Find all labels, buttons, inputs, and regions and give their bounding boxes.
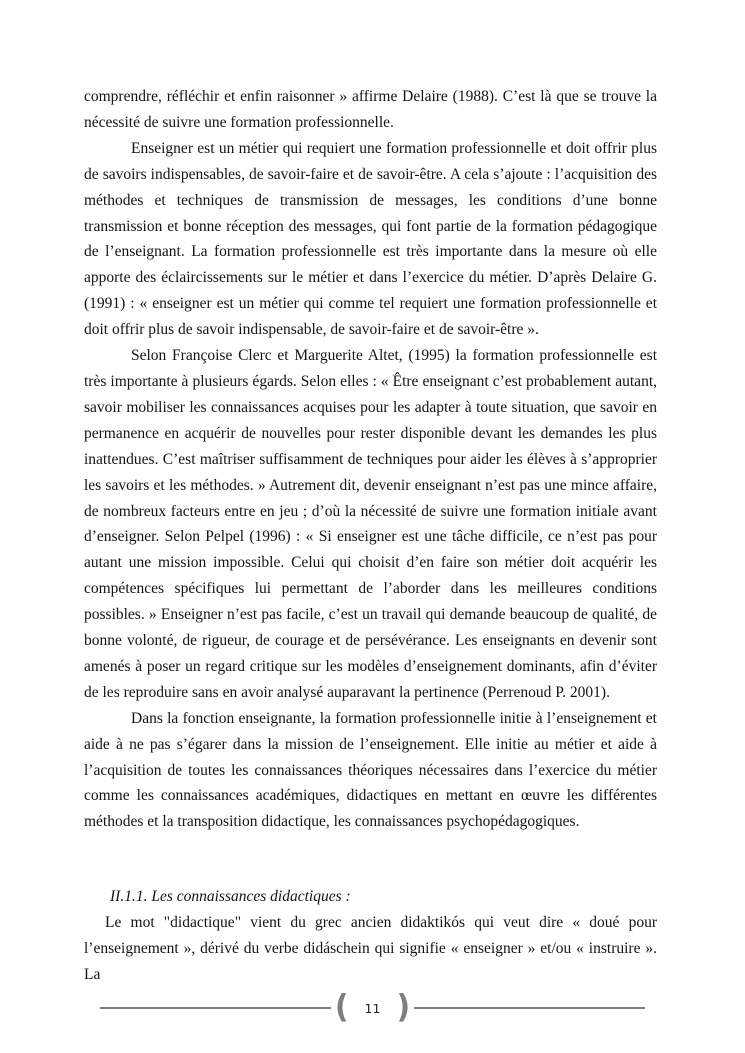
left-bracket-glyph: (: [334, 988, 349, 1027]
paragraph-continuation: comprendre, réfléchir et enfin raisonner » affirme Delaire (1988). C’est là que se trouve la nécessité de suivre une formation professionnelle.: [84, 88, 657, 131]
right-bracket-glyph: ): [396, 988, 411, 1027]
footer-rule-right: [414, 1007, 645, 1009]
paragraph-clerc-altet: Selon Françoise Clerc et Marguerite Altet, (1995) la formation professionnelle est très importante à plusieurs égards. Selon elles : « Être enseignant c’est probablement autant, savoir mobiliser les connaissances acquises pour les adapter à toute situation, que savoir en permanence en acquérir de nouvelles pour rester disponible devant les demandes les plus inattendues. C’est maîtriser suffisamment de techniques pour aider les élèves à s’approprier les savoirs et les méthodes. » Autrement dit, devenir enseignant n’est pas une mince affaire, de nombreux facteurs entre en jeu ; d’où la nécessité de suivre une formation initiale avant d’enseigner. Selon Pelpel (1996) : « Si enseigner est une tâche difficile, ce n’est pas pour autant une mission impossible. Celui qui choisit d’en faire son métier doit acquérir les compétences spécifiques lui permettant de l’aborder dans les meilleures conditions possibles. » Enseigner n’est pas facile, c’est un travail qui demande beaucoup de qualité, de bonne volonté, de rigueur, de courage et de persévérance. Les enseignants en devenir sont amenés à poser un regard critique sur les modèles d’enseignement dominants, afin d’éviter de les reproduire sans en avoir analysé auparavant la pertinence (Perrenoud P. 2001).: [84, 347, 657, 701]
page-footer: [100, 988, 645, 1027]
paragraph-fonction-enseignante: Dans la fonction enseignante, la formation professionnelle initie à l’enseignement et aide à ne pas s’égarer dans la mission de l’enseignement. Elle initie au métier et aide à l’acquisition de toutes les connaissances théoriques nécessaires dans l’exercice du métier comme les connaissances académiques, didactiques en mettant en œuvre les différentes méthodes et la transposition didactique, les connaissances psychopédagogiques.: [84, 709, 657, 831]
paragraph-enseigner-metier: Enseigner est un métier qui requiert une formation professionnelle et doit offrir plus de savoirs indispensables, de savoir-faire et de savoir-être. A cela s’ajoute : l’acquisition des méthodes et techniques de transmission de messages, les conditions d’une bonne transmission et bonne réception des messages, qui font partie de la formation pédagogique de l’enseignant. La formation professionnelle est très importante dans la mesure où elle apporte des éclaircissements sur le métier et dans l’exercice du métier. D’après Delaire G. (1991) : « enseigner est un métier qui comme tel requiert une formation professionnelle et doit offrir plus de savoir indispensable, de savoir-faire et de savoir-être ».: [84, 139, 657, 339]
footer-rule-left: [100, 1007, 331, 1009]
page-body: [84, 84, 657, 988]
page-number: 11: [364, 1000, 381, 1016]
paragraph-didactique-definition: Le mot "didactique" vient du grec ancien didaktikós qui veut dire « doué pour l’enseignement », dérivé du verbe didáschein qui signifie « enseigner » et/ou « instruire ». La: [84, 914, 657, 983]
section-heading-connaissances-didactiques: II.1.1. Les connaissances didactiques :: [110, 888, 351, 906]
